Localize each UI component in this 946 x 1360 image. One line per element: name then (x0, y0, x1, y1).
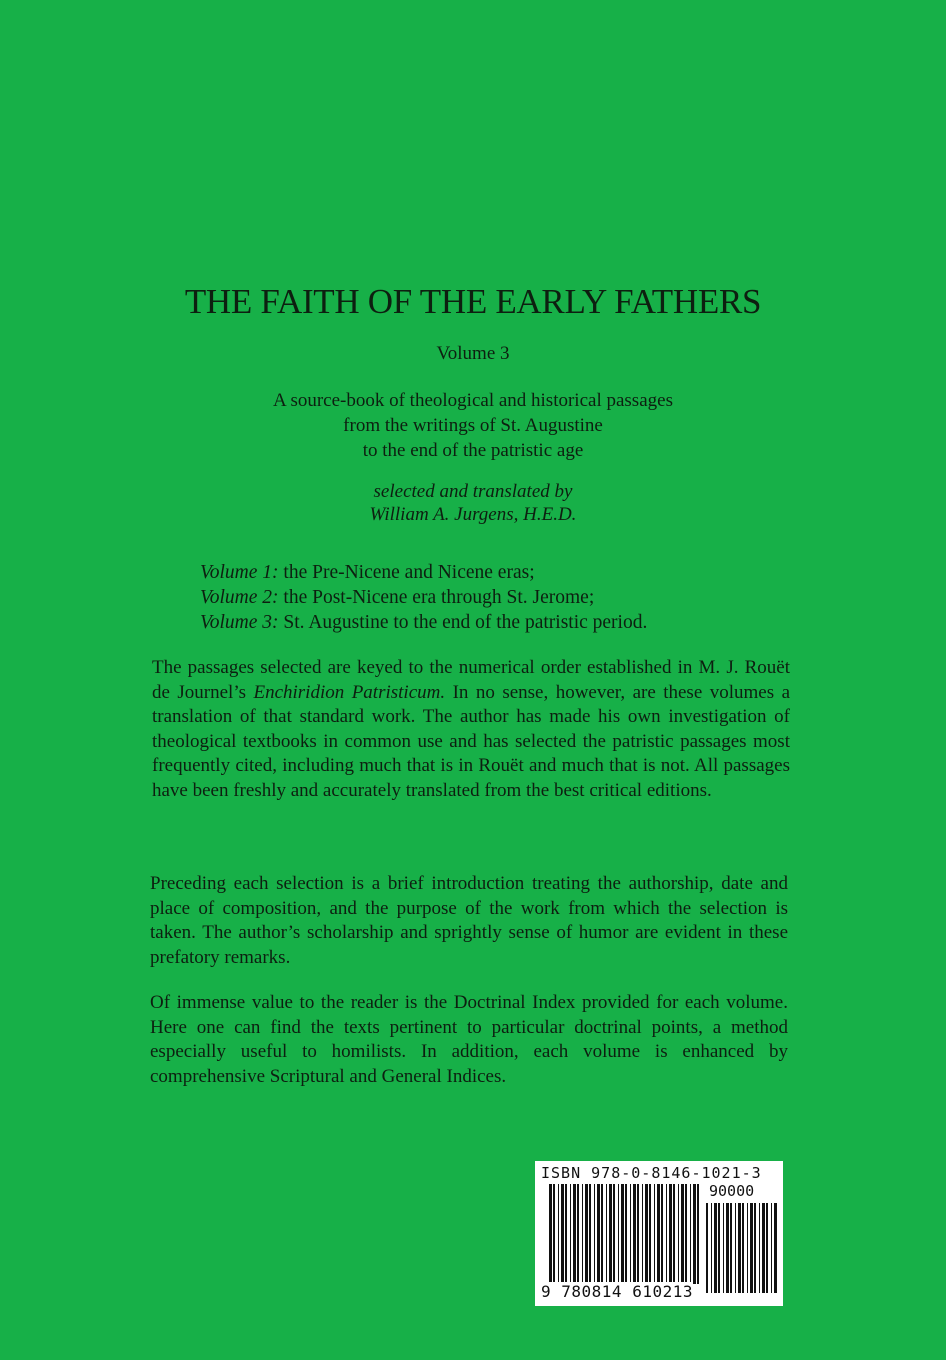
isbn-text: ISBN 978-0-8146-1021-3 (541, 1164, 762, 1182)
barcode-bar (678, 1184, 679, 1284)
barcode-bar (549, 1184, 552, 1284)
barcode-bar (565, 1184, 567, 1284)
addon-barcode-bars (706, 1203, 778, 1293)
barcode-bar (633, 1184, 636, 1284)
barcode-bar (669, 1184, 672, 1284)
barcode-bar (625, 1184, 627, 1284)
description-line: from the writings of St. Augustine (343, 415, 603, 436)
barcode-bar (570, 1184, 571, 1284)
barcode-bar (594, 1184, 595, 1284)
price-addon-text: 90000 (709, 1182, 755, 1200)
barcode-bar (754, 1203, 756, 1293)
ean-number: 9 780814 610213 (541, 1282, 693, 1301)
barcode-bar (637, 1184, 639, 1284)
barcode-bar (630, 1184, 631, 1284)
barcode-bar (735, 1203, 736, 1293)
barcode-bar (693, 1184, 696, 1284)
barcode-bar (666, 1184, 667, 1284)
barcode-bar (762, 1203, 765, 1293)
paragraph-introductions: Preceding each selection is a brief introduction treating the authorship, date and place of composition, and the purpose of the work from which the selection is taken. The author’s scholarship and sprightly sense of humor are evident in these prefatory remarks. (150, 873, 788, 968)
barcode-bar (730, 1203, 732, 1293)
barcode-bar (690, 1184, 691, 1284)
barcode-bar (673, 1184, 675, 1284)
volume-list-item: Volume 3: St. Augustine to the end of the patristic period. (200, 612, 648, 633)
barcode-bar (609, 1184, 612, 1284)
barcode-bar (585, 1184, 588, 1284)
barcode-bar (561, 1184, 564, 1284)
barcode-bar (589, 1184, 591, 1284)
barcode-bar (654, 1184, 655, 1284)
barcode-bar (706, 1203, 708, 1293)
barcode-bar (697, 1184, 699, 1284)
translator-name: William A. Jurgens, H.E.D. (369, 504, 577, 525)
description-line: A source-book of theological and historical passages (273, 390, 673, 411)
barcode-bar (573, 1184, 576, 1284)
barcode-bar (685, 1184, 687, 1284)
barcode-bar (597, 1184, 600, 1284)
barcode-bar (681, 1184, 684, 1284)
barcode-bar (606, 1184, 607, 1284)
barcode-bar (649, 1184, 651, 1284)
volume-number: Volume 3 (436, 343, 510, 364)
barcode-bar (774, 1203, 777, 1293)
credit-line: selected and translated by (373, 481, 573, 502)
volume-list-item: Volume 2: the Post-Nicene era through St. Jerome; (200, 587, 595, 608)
paragraph-indices: Of immense value to the reader is the Doctrinal Index provided for each volume. Here one can find the texts pertinent to particular doctrinal points, a method especially useful to homilists. In addition, each volume is enhanced by comprehensive Scriptural and General Indices. (150, 992, 788, 1087)
book-title: THE FAITH OF THE EARLY FATHERS (184, 282, 762, 321)
barcode-bar (718, 1203, 720, 1293)
barcode-bar (771, 1203, 772, 1293)
barcode-bar (582, 1184, 583, 1284)
barcode-bar (645, 1184, 648, 1284)
ean-barcode-bars (549, 1184, 699, 1284)
isbn-barcode (535, 1161, 783, 1306)
barcode-bar (747, 1203, 748, 1293)
barcode-bar (621, 1184, 624, 1284)
barcode-bar (711, 1203, 712, 1293)
barcode-bar (601, 1184, 603, 1284)
barcode-bar (738, 1203, 741, 1293)
barcode-bar (766, 1203, 768, 1293)
translator-credit (0, 480, 946, 526)
description-line: to the end of the patristic age (362, 440, 584, 461)
barcode-bar (577, 1184, 579, 1284)
volume-list-item: Volume 1: the Pre-Nicene and Nicene eras; (200, 562, 535, 583)
barcode-bar (759, 1203, 760, 1293)
barcode-bar (723, 1203, 724, 1293)
barcode-bar (613, 1184, 615, 1284)
barcode-bar (750, 1203, 753, 1293)
barcode-bar (661, 1184, 663, 1284)
paragraph-sources: The passages selected are keyed to the numerical order established in M. J. Rouët de Journel’s Enchiridion Patristicum. In no sense, however, are these volumes a translation of that standard work. The author has made his own investigation of theological textbooks in common use and has selected the patristic passages most frequently cited, including much that is in Rouët and much that is not. All passages have been freshly and accurately translated from the best critical editions. (152, 657, 791, 801)
barcode-bar (618, 1184, 619, 1284)
barcode-bar (726, 1203, 729, 1293)
barcode-bar (742, 1203, 744, 1293)
barcode-bar (553, 1184, 555, 1284)
description (0, 388, 946, 463)
barcode-bar (642, 1184, 643, 1284)
barcode-bar (657, 1184, 660, 1284)
volume-list (200, 560, 647, 635)
barcode-bar (558, 1184, 559, 1284)
barcode-bar (714, 1203, 717, 1293)
